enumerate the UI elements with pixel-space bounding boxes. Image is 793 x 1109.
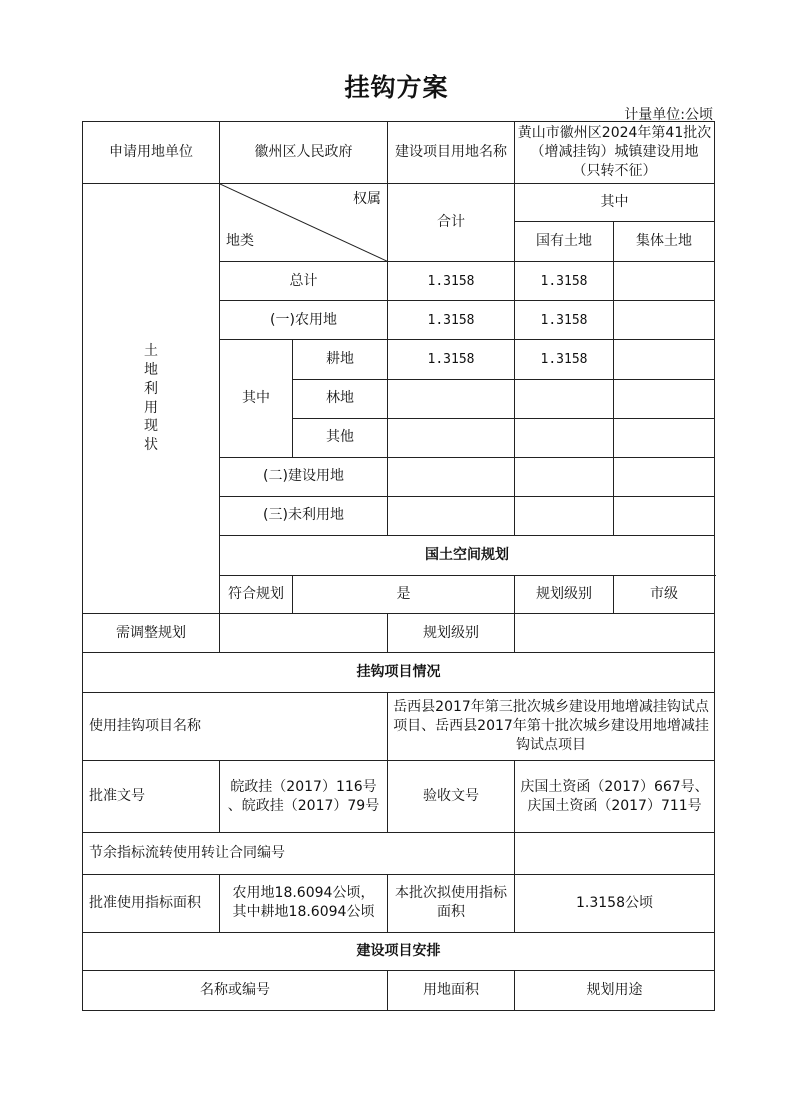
adjust-plan-level-value [515, 613, 715, 652]
cell-total: 1.3158 [388, 262, 515, 301]
ownership-header: 权属 [353, 191, 381, 208]
cell-collective [614, 379, 715, 418]
plan-level-label: 规划级别 [515, 575, 614, 613]
cell-state [515, 457, 614, 496]
adjust-plan-level-label: 规划级别 [388, 613, 515, 652]
applicant-value: 徽州区人民政府 [220, 122, 388, 184]
contract-number-label: 节余指标流转使用转让合同编号 [83, 833, 515, 874]
cell-state: 1.3158 [515, 340, 614, 379]
measurement-unit: 计量单位:公顷 [624, 107, 713, 123]
planning-section-title: 国土空间规划 [220, 535, 715, 575]
cell-collective [614, 457, 715, 496]
cell-total: 1.3158 [388, 340, 515, 379]
cell-total [388, 379, 515, 418]
diagonal-header-cell [220, 184, 388, 262]
cell-state [515, 418, 614, 457]
collective-land-header: 集体土地 [614, 222, 715, 262]
contract-number-value [515, 833, 715, 874]
cell-total [388, 496, 515, 535]
cell-total [388, 418, 515, 457]
row-label-other: 其他 [293, 418, 388, 457]
state-land-header: 国有土地 [515, 222, 614, 262]
acceptance-number-line: 庆国土资函（2017）667号、 [520, 778, 709, 795]
approval-number-line: 、皖政挂（2017）79号 [227, 797, 380, 814]
conform-plan-label: 符合规划 [220, 575, 293, 613]
linked-project-name-label: 使用挂钩项目名称 [83, 693, 388, 761]
arrangement-use-header: 规划用途 [515, 970, 715, 1010]
row-label-construction: (二)建设用地 [220, 457, 388, 496]
arrangement-name-header: 名称或编号 [83, 970, 388, 1010]
row-label-forest: 林地 [293, 379, 388, 418]
cell-collective [614, 301, 715, 340]
acceptance-number-line: 庆国土资函（2017）711号 [527, 797, 702, 814]
approved-area-line: 其中耕地18.6094公顷 [232, 904, 375, 921]
cell-state [515, 379, 614, 418]
row-label-cultivated: 耕地 [293, 340, 388, 379]
approval-number-value [220, 761, 388, 833]
approved-area-line: 农用地18.6094公顷， [232, 885, 375, 902]
land-status-section-label: 土 地 利 用 现 状 [83, 184, 220, 614]
cell-collective [614, 262, 715, 301]
total-header: 合计 [388, 184, 515, 262]
land-type-header: 地类 [226, 233, 254, 250]
cell-total: 1.3158 [388, 301, 515, 340]
row-label-unused: (三)未利用地 [220, 496, 388, 535]
applicant-label: 申请用地单位 [83, 122, 220, 184]
adjust-plan-label: 需调整规划 [83, 613, 220, 652]
linked-project-name-value: 岳西县2017年第三批次城乡建设用地增减挂钩试点项目、岳西县2017年第十批次城乡建设用地增减挂钩试点项目 [388, 693, 715, 761]
row-label-agricultural: (一)农用地 [220, 301, 388, 340]
cell-collective [614, 340, 715, 379]
cell-state [515, 496, 614, 535]
hookup-plan-table [82, 121, 715, 1011]
acceptance-number-label: 验收文号 [388, 761, 515, 833]
project-name-label: 建设项目用地名称 [388, 122, 515, 184]
cell-state: 1.3158 [515, 301, 614, 340]
batch-area-value: 1.3158公顷 [515, 874, 715, 932]
cell-collective [614, 418, 715, 457]
adjust-plan-value [220, 613, 388, 652]
batch-area-label: 本批次拟使用指标面积 [388, 874, 515, 932]
approved-area-label: 批准使用指标面积 [83, 874, 220, 932]
cell-total [388, 457, 515, 496]
cell-collective [614, 496, 715, 535]
arrangement-section-title: 建设项目安排 [83, 932, 715, 970]
arrangement-area-header: 用地面积 [388, 970, 515, 1010]
sub-group-label: 其中 [220, 340, 293, 457]
approval-number-label: 批准文号 [83, 761, 220, 833]
cell-state: 1.3158 [515, 262, 614, 301]
of-which-header: 其中 [515, 184, 715, 222]
acceptance-number-value [515, 761, 715, 833]
plan-level-value: 市级 [614, 575, 715, 613]
linked-section-title: 挂钩项目情况 [83, 653, 715, 693]
approval-number-line: 皖政挂（2017）116号 [230, 778, 377, 795]
row-label-grand-total: 总计 [220, 262, 388, 301]
document-title: 挂钩方案 [344, 73, 449, 102]
conform-plan-value: 是 [293, 575, 515, 613]
project-name-value: 黄山市徽州区2024年第41批次（增减挂钩）城镇建设用地（只转不征） [515, 122, 715, 184]
approved-area-value [220, 874, 388, 932]
